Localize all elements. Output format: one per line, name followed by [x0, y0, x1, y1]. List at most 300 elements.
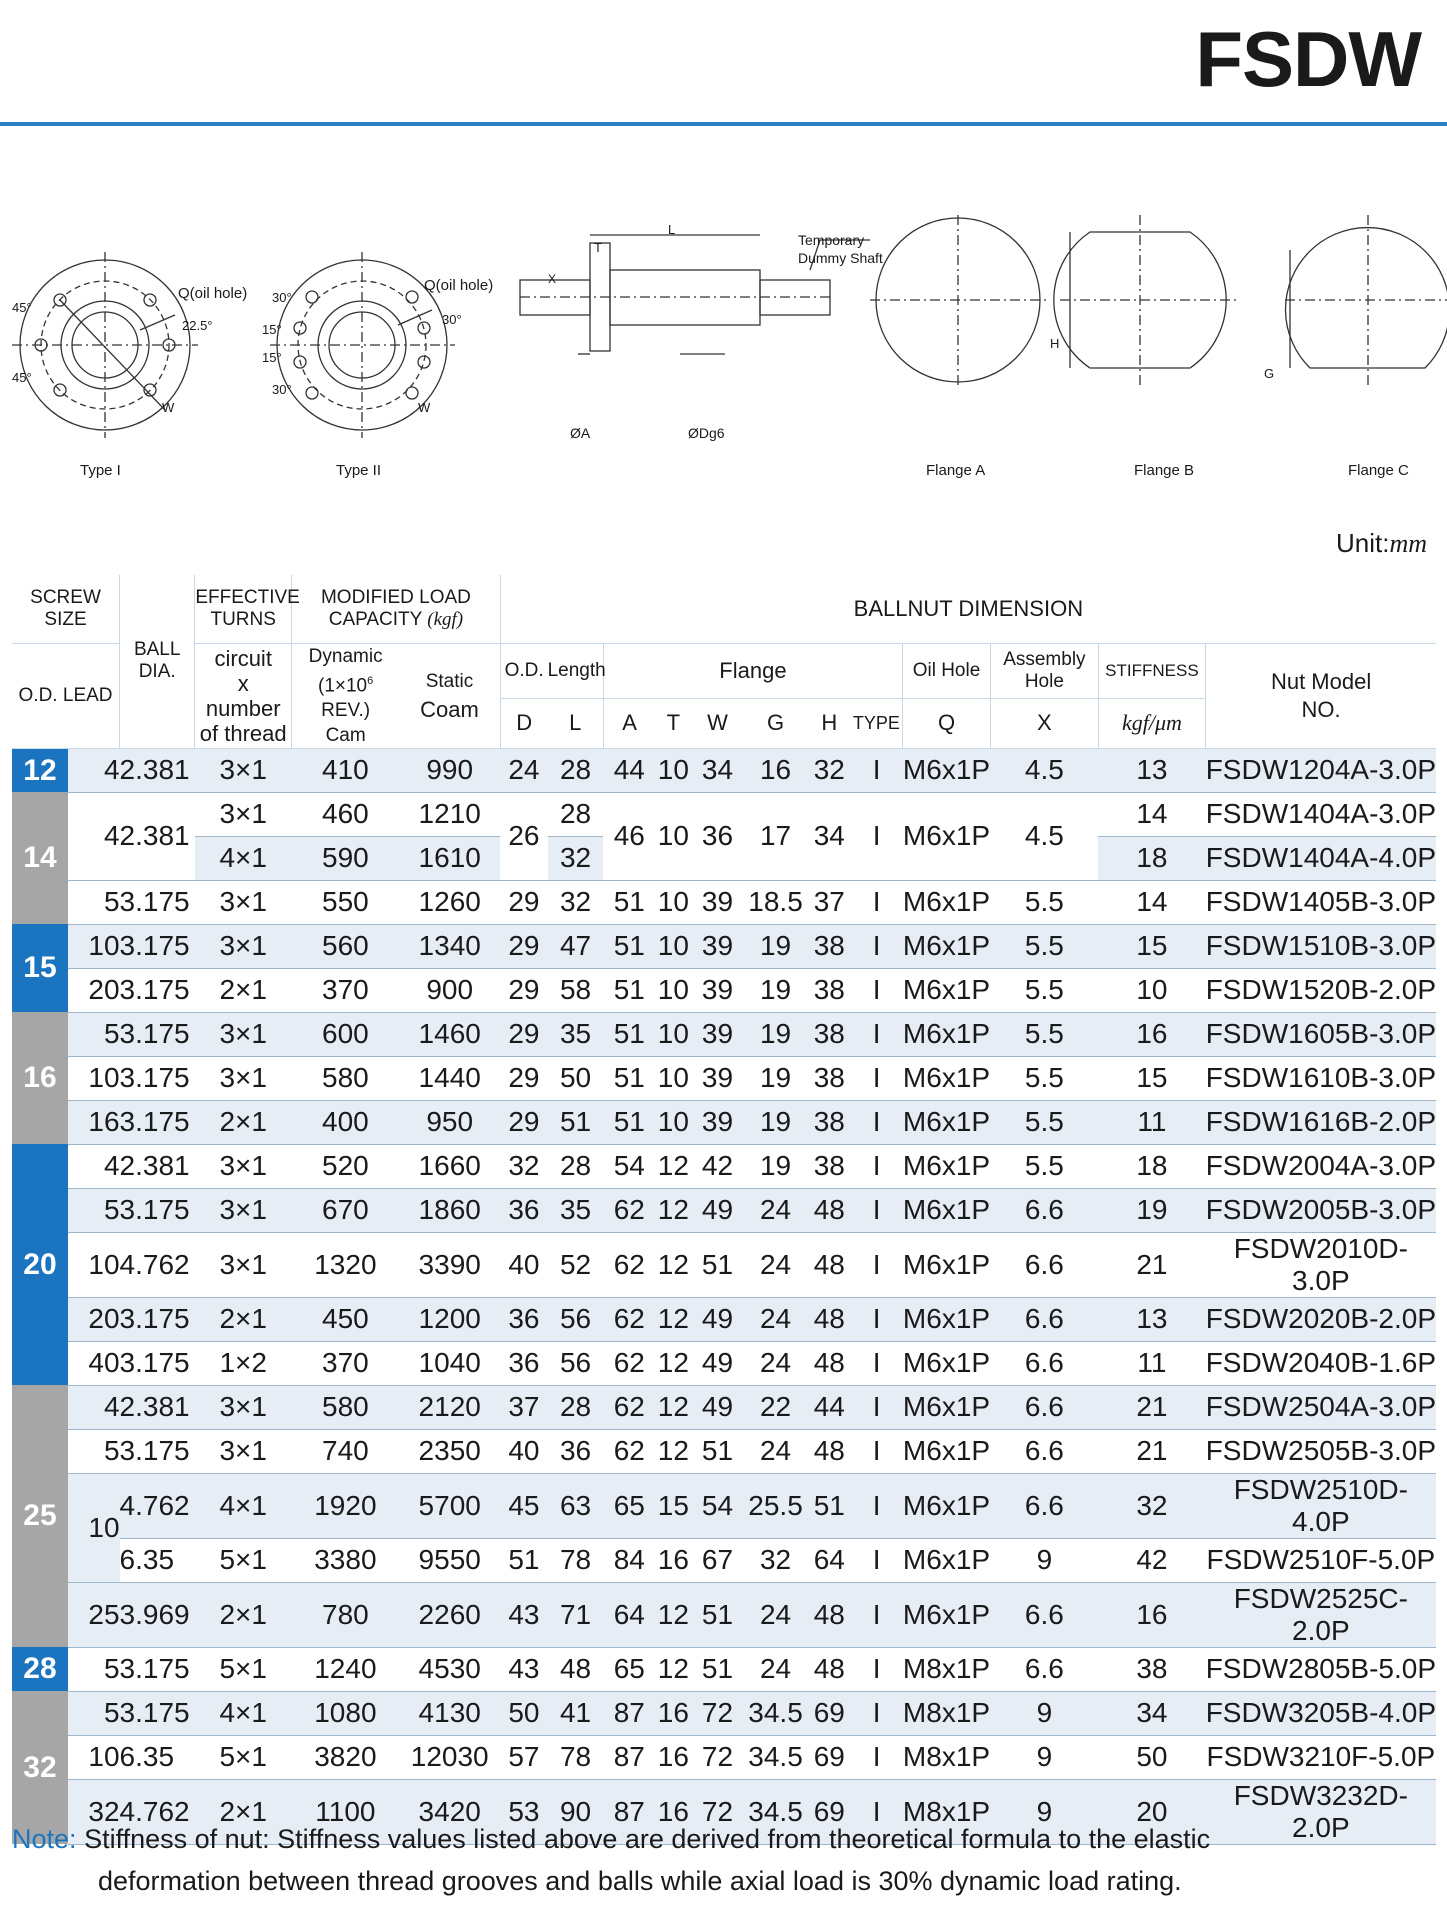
- flange-c-diagram: [1285, 215, 1447, 385]
- cell-stiff: 38: [1098, 1647, 1206, 1691]
- cell-ball: 3.175: [120, 924, 195, 968]
- table-row: [12, 1056, 1436, 1100]
- hdr-nut-od: O.D.: [500, 643, 547, 698]
- cell-X: 5.5: [991, 1012, 1099, 1056]
- cell-G: 24: [743, 1582, 808, 1647]
- table-row: [12, 748, 1436, 792]
- cell-L: 58: [548, 968, 604, 1012]
- cell-stat: 5700: [399, 1473, 500, 1538]
- cell-stiff: 19: [1098, 1188, 1206, 1232]
- cell-Q: M6x1P: [902, 1429, 990, 1473]
- cell-G: 25.5: [743, 1473, 808, 1538]
- cell-model: FSDW1520B-2.0P: [1206, 968, 1436, 1012]
- cell-L: 56: [548, 1297, 604, 1341]
- cell-turns: 3×1: [195, 1012, 292, 1056]
- cell-type: I: [851, 1779, 903, 1844]
- cell-type: I: [851, 1582, 903, 1647]
- hdr-od-lead: [12, 643, 120, 748]
- cell-L: 51: [548, 1100, 604, 1144]
- cell-D: 57: [500, 1735, 547, 1779]
- cell-X: 6.6: [991, 1188, 1099, 1232]
- screw-size-cell: 15: [12, 924, 68, 1012]
- cell-dyn: 740: [292, 1429, 400, 1473]
- cell-H: 64: [808, 1538, 851, 1582]
- cell-model: FSDW3205B-4.0P: [1206, 1691, 1436, 1735]
- cell-model: FSDW2504A-3.0P: [1206, 1385, 1436, 1429]
- cell-model: FSDW2525C-2.0P: [1206, 1582, 1436, 1647]
- angle-45-label-b: 45°: [12, 370, 32, 385]
- cell-stiff: 18: [1098, 1144, 1206, 1188]
- temp-shaft-label-2: Dummy Shaft: [798, 250, 883, 266]
- cell-G: 16: [743, 748, 808, 792]
- hdr-stiffness-unit: kgf/μm: [1098, 698, 1206, 748]
- cell-H: 37: [808, 880, 851, 924]
- cell-ball: 2.381: [120, 1385, 195, 1429]
- table-row: [12, 1232, 1436, 1297]
- cell-Q: M6x1P: [902, 1538, 990, 1582]
- cell-Q: M6x1P: [902, 1188, 990, 1232]
- cell-Q: M6x1P: [902, 1056, 990, 1100]
- cell-model: FSDW2010D-3.0P: [1206, 1232, 1436, 1297]
- cell-model: FSDW2510D-4.0P: [1206, 1473, 1436, 1538]
- cell-D: 45: [500, 1473, 547, 1538]
- table-row: [12, 968, 1436, 1012]
- cell-type: I: [851, 1100, 903, 1144]
- cell-model: FSDW2040B-1.6P: [1206, 1341, 1436, 1385]
- angle-22-5-label: 22.5°: [182, 318, 213, 333]
- cell-W: 39: [692, 1056, 744, 1100]
- cell-turns: 3×1: [195, 748, 292, 792]
- type2-caption: Type II: [336, 462, 382, 479]
- table-row: [12, 880, 1436, 924]
- cell-A: 54: [603, 1144, 655, 1188]
- cell-D: 37: [500, 1385, 547, 1429]
- cell-lead: 5: [68, 880, 120, 924]
- cell-lead: 10: [68, 924, 120, 968]
- hdr-length: Length: [548, 643, 604, 698]
- cell-type: I: [851, 880, 903, 924]
- cell-Q: M6x1P: [902, 924, 990, 968]
- cell-turns: 5×1: [195, 1538, 292, 1582]
- screw-size-cell: 25: [12, 1385, 68, 1647]
- cell-dyn: 670: [292, 1188, 400, 1232]
- table-row: [12, 1538, 1436, 1582]
- cell-L: 28: [548, 1144, 604, 1188]
- hdr-dynamic: Dynamic ($1\times 10^6$ REV.) Cam: [292, 643, 400, 748]
- cell-type: I: [851, 924, 903, 968]
- cell-G: 19: [743, 968, 808, 1012]
- cell-type: I: [851, 1341, 903, 1385]
- cell-lead: 10: [68, 1232, 120, 1297]
- cell-D: 29: [500, 1056, 547, 1100]
- cell-T: 12: [655, 1582, 692, 1647]
- cell-A: 65: [603, 1473, 655, 1538]
- cell-dyn: 580: [292, 1385, 400, 1429]
- cell-type: I: [851, 792, 903, 880]
- cell-turns: 5×1: [195, 1647, 292, 1691]
- cell-X: 5.5: [991, 968, 1099, 1012]
- hdr-ballnut-dimension: BALLNUT DIMENSION: [500, 575, 1436, 643]
- cell-D: 50: [500, 1691, 547, 1735]
- cell-type: I: [851, 1735, 903, 1779]
- cell-dyn: 550: [292, 880, 400, 924]
- cell-A: 44: [603, 748, 655, 792]
- hdr-nut-model: Nut Model NO.: [1206, 643, 1436, 748]
- cell-W: 72: [692, 1735, 744, 1779]
- cell-H: 38: [808, 1056, 851, 1100]
- cell-dyn: 600: [292, 1012, 400, 1056]
- cell-T: 12: [655, 1647, 692, 1691]
- screw-size-cell: 28: [12, 1647, 68, 1691]
- cell-X: 6.6: [991, 1341, 1099, 1385]
- cell-ball: 3.175: [120, 1647, 195, 1691]
- cell-H: 38: [808, 1144, 851, 1188]
- angle-30-label-a: 30°: [272, 290, 292, 305]
- cell-ball: 2.381: [120, 1144, 195, 1188]
- cell-L: 35: [548, 1012, 604, 1056]
- cell-W: 39: [692, 924, 744, 968]
- cell-D: 43: [500, 1582, 547, 1647]
- note-line2: deformation between thread grooves and balls while axial load is 30% dynamic load rating.: [98, 1866, 1182, 1896]
- cell-ball: 6.35: [120, 1735, 195, 1779]
- cell-turns: 3×1: [195, 1144, 292, 1188]
- cell-stiff: 42: [1098, 1538, 1206, 1582]
- cell-Q: M6x1P: [902, 1100, 990, 1144]
- cell-H: 69: [808, 1735, 851, 1779]
- cell-ball: 4.762: [120, 1779, 195, 1844]
- cell-ball: 3.175: [120, 1056, 195, 1100]
- cell-L: 28: [548, 748, 604, 792]
- hdr-ball-dia: BALL DIA.: [120, 575, 195, 748]
- cell-X: 9: [991, 1691, 1099, 1735]
- cell-T: 10: [655, 1100, 692, 1144]
- cell-W: 49: [692, 1385, 744, 1429]
- cell-T: 16: [655, 1735, 692, 1779]
- cell-L: 47: [548, 924, 604, 968]
- cell-H: 38: [808, 968, 851, 1012]
- cell-G: 18.5: [743, 880, 808, 924]
- cell-turns: 1×2: [195, 1341, 292, 1385]
- cell-D: 53: [500, 1779, 547, 1844]
- angle-30-label-c: 30°: [272, 382, 292, 397]
- cell-stiff: 15: [1098, 924, 1206, 968]
- cell-stat: 1040: [399, 1341, 500, 1385]
- cell-T: 10: [655, 748, 692, 792]
- cell-dyn: 1080: [292, 1691, 400, 1735]
- cell-H: 48: [808, 1232, 851, 1297]
- cell-T: 10: [655, 792, 692, 880]
- cell-D: 40: [500, 1232, 547, 1297]
- cell-Q: M6x1P: [902, 1582, 990, 1647]
- temp-shaft-label-1: Temporary: [798, 232, 865, 248]
- cell-X: 5.5: [991, 924, 1099, 968]
- cell-turns: 3×1: [195, 1232, 292, 1297]
- cell-type: I: [851, 1056, 903, 1100]
- hdr-w: W: [692, 698, 744, 748]
- cell-Q: M8x1P: [902, 1735, 990, 1779]
- x-label: X: [548, 272, 557, 286]
- cell-H: 69: [808, 1779, 851, 1844]
- cell-dyn: 520: [292, 1144, 400, 1188]
- cell-W: 39: [692, 1100, 744, 1144]
- cell-W: 51: [692, 1647, 744, 1691]
- cell-stiff: 18: [1098, 836, 1206, 880]
- cell-L: 90: [548, 1779, 604, 1844]
- cell-model: FSDW1616B-2.0P: [1206, 1100, 1436, 1144]
- cell-H: 38: [808, 924, 851, 968]
- cell-D: 29: [500, 924, 547, 968]
- cell-stiff: 21: [1098, 1385, 1206, 1429]
- cell-ball: 4.762: [120, 1232, 195, 1297]
- cell-A: 62: [603, 1188, 655, 1232]
- hdr-modified-load: [292, 575, 501, 643]
- table-row: [12, 1582, 1436, 1647]
- cell-Q: M8x1P: [902, 1691, 990, 1735]
- cell-turns: 5×1: [195, 1735, 292, 1779]
- cell-L: 35: [548, 1188, 604, 1232]
- flange-a-diagram: [870, 215, 1046, 385]
- cell-lead: 4: [68, 1385, 120, 1429]
- table-row: [12, 1297, 1436, 1341]
- cell-W: 36: [692, 792, 744, 880]
- cell-ball: 3.175: [120, 1188, 195, 1232]
- flange-a-caption: Flange A: [926, 462, 986, 479]
- cell-G: 24: [743, 1429, 808, 1473]
- cell-ball: 2.381: [120, 748, 195, 792]
- cell-T: 12: [655, 1188, 692, 1232]
- cell-dyn: 560: [292, 924, 400, 968]
- screw-size-cell: 20: [12, 1144, 68, 1385]
- cell-T: 10: [655, 880, 692, 924]
- cell-turns: 2×1: [195, 968, 292, 1012]
- cell-lead: 10: [68, 1473, 120, 1582]
- cell-D: 29: [500, 880, 547, 924]
- h-label: H: [1050, 336, 1060, 351]
- cell-L: 36: [548, 1429, 604, 1473]
- cell-ball: 3.175: [120, 1429, 195, 1473]
- cell-stat: 9550: [399, 1538, 500, 1582]
- cell-stat: 1210: [399, 792, 500, 836]
- cell-type: I: [851, 1385, 903, 1429]
- cell-W: 39: [692, 880, 744, 924]
- cell-D: 29: [500, 1100, 547, 1144]
- cell-L: 78: [548, 1735, 604, 1779]
- cell-lead: 5: [68, 1691, 120, 1735]
- cell-X: 4.5: [991, 748, 1099, 792]
- cell-dyn: 370: [292, 1341, 400, 1385]
- hdr-g: G: [743, 698, 808, 748]
- cell-W: 42: [692, 1144, 744, 1188]
- cell-H: 32: [808, 748, 851, 792]
- note: [12, 1818, 1432, 1902]
- cell-A: 51: [603, 880, 655, 924]
- cell-L: 56: [548, 1341, 604, 1385]
- cell-lead: 20: [68, 968, 120, 1012]
- cell-A: 84: [603, 1538, 655, 1582]
- cell-dyn: 1100: [292, 1779, 400, 1844]
- cell-turns: 2×1: [195, 1100, 292, 1144]
- cell-lead: 16: [68, 1100, 120, 1144]
- cell-type: I: [851, 1232, 903, 1297]
- cell-type: I: [851, 968, 903, 1012]
- hdr-a: A: [603, 698, 655, 748]
- cell-stiff: 21: [1098, 1232, 1206, 1297]
- odg6-label: ØDg6: [688, 425, 725, 441]
- cell-W: 49: [692, 1297, 744, 1341]
- cell-D: 36: [500, 1341, 547, 1385]
- cell-stiff: 50: [1098, 1735, 1206, 1779]
- cell-model: FSDW2805B-5.0P: [1206, 1647, 1436, 1691]
- cell-stat: 990: [399, 748, 500, 792]
- cell-model: FSDW1605B-3.0P: [1206, 1012, 1436, 1056]
- cell-Q: M6x1P: [902, 968, 990, 1012]
- cell-model: FSDW1610B-3.0P: [1206, 1056, 1436, 1100]
- cell-A: 62: [603, 1341, 655, 1385]
- cell-X: 6.6: [991, 1297, 1099, 1341]
- note-line1: Stiffness of nut: Stiffness values listed above are derived from theoretical formula to the elastic: [84, 1824, 1211, 1854]
- hdr-od: O.D.: [18, 684, 58, 706]
- cell-T: 12: [655, 1297, 692, 1341]
- cell-dyn: 3820: [292, 1735, 400, 1779]
- cell-A: 87: [603, 1735, 655, 1779]
- cell-G: 24: [743, 1341, 808, 1385]
- cell-W: 39: [692, 1012, 744, 1056]
- cell-turns: 3×1: [195, 1188, 292, 1232]
- cell-X: 6.6: [991, 1429, 1099, 1473]
- cell-type: I: [851, 1647, 903, 1691]
- cell-stiff: 11: [1098, 1100, 1206, 1144]
- q-oil-hole-label-1: Q(oil hole): [178, 285, 248, 302]
- cell-model: FSDW3232D-2.0P: [1206, 1779, 1436, 1844]
- table-row: [12, 1691, 1436, 1735]
- cell-lead: 4: [68, 748, 120, 792]
- cell-G: 17: [743, 792, 808, 880]
- hdr-screw-size: SCREW SIZE: [12, 575, 120, 643]
- cell-A: 51: [603, 1056, 655, 1100]
- cell-turns: 2×1: [195, 1582, 292, 1647]
- hdr-d: D: [500, 698, 547, 748]
- cell-stat: 1460: [399, 1012, 500, 1056]
- cell-L: 52: [548, 1232, 604, 1297]
- cell-X: 9: [991, 1538, 1099, 1582]
- oa-label: ØA: [570, 425, 591, 441]
- cell-model: FSDW1405B-3.0P: [1206, 880, 1436, 924]
- spec-body: [12, 748, 1436, 1844]
- cell-type: I: [851, 1473, 903, 1538]
- cell-W: 51: [692, 1429, 744, 1473]
- cell-dyn: 450: [292, 1297, 400, 1341]
- cell-W: 49: [692, 1341, 744, 1385]
- cell-H: 48: [808, 1188, 851, 1232]
- flange-c-caption: Flange C: [1348, 462, 1409, 479]
- cell-D: 36: [500, 1297, 547, 1341]
- cell-turns: 4×1: [195, 1473, 292, 1538]
- cell-stiff: 34: [1098, 1691, 1206, 1735]
- w-label-2: W: [418, 400, 431, 415]
- hdr-effective-turns: EFFECTIVE TURNS: [195, 575, 292, 643]
- cell-W: 39: [692, 968, 744, 1012]
- cell-H: 48: [808, 1429, 851, 1473]
- cell-W: 54: [692, 1473, 744, 1538]
- cell-X: 5.5: [991, 1144, 1099, 1188]
- cell-lead: 20: [68, 1297, 120, 1341]
- spec-table: [12, 575, 1436, 1845]
- cell-stat: 2260: [399, 1582, 500, 1647]
- cell-dyn: 590: [292, 836, 400, 880]
- cell-H: 38: [808, 1100, 851, 1144]
- cell-A: 62: [603, 1232, 655, 1297]
- cell-A: 46: [603, 792, 655, 880]
- cell-stat: 1440: [399, 1056, 500, 1100]
- hdr-static: Static Coam: [399, 643, 500, 748]
- cell-L: 32: [548, 836, 604, 880]
- cell-A: 65: [603, 1647, 655, 1691]
- cell-Q: M6x1P: [902, 1341, 990, 1385]
- screw-size-cell: 16: [12, 1012, 68, 1144]
- hdr-type: TYPE: [851, 698, 903, 748]
- cell-H: 38: [808, 1012, 851, 1056]
- cell-D: 29: [500, 968, 547, 1012]
- cell-W: 51: [692, 1582, 744, 1647]
- cell-Q: M6x1P: [902, 748, 990, 792]
- cell-T: 12: [655, 1385, 692, 1429]
- cell-stat: 3390: [399, 1232, 500, 1297]
- cell-dyn: 400: [292, 1100, 400, 1144]
- cell-stiff: 14: [1098, 792, 1206, 836]
- cell-model: FSDW3210F-5.0P: [1206, 1735, 1436, 1779]
- cell-G: 22: [743, 1385, 808, 1429]
- cell-A: 64: [603, 1582, 655, 1647]
- cell-turns: 3×1: [195, 1429, 292, 1473]
- cell-turns: 2×1: [195, 1779, 292, 1844]
- cell-lead: 5: [68, 1647, 120, 1691]
- cell-A: 51: [603, 1012, 655, 1056]
- cell-lead: 40: [68, 1341, 120, 1385]
- cell-G: 24: [743, 1647, 808, 1691]
- hdr-modified-load-line1: MODIFIED LOAD: [320, 586, 471, 608]
- table-row: [12, 1012, 1436, 1056]
- cell-lead: 32: [68, 1779, 120, 1844]
- cell-T: 10: [655, 968, 692, 1012]
- cell-A: 87: [603, 1779, 655, 1844]
- cell-dyn: 1920: [292, 1473, 400, 1538]
- cell-Q: M8x1P: [902, 1647, 990, 1691]
- cell-type: I: [851, 1144, 903, 1188]
- cell-lead: 25: [68, 1582, 120, 1647]
- cell-X: 6.6: [991, 1385, 1099, 1429]
- cell-H: 48: [808, 1582, 851, 1647]
- cell-X: 5.5: [991, 1100, 1099, 1144]
- cell-T: 12: [655, 1429, 692, 1473]
- cell-G: 19: [743, 1056, 808, 1100]
- table-row: [12, 1188, 1436, 1232]
- cell-type: I: [851, 1691, 903, 1735]
- cell-type: I: [851, 1188, 903, 1232]
- cell-stat: 1860: [399, 1188, 500, 1232]
- table-row: [12, 924, 1436, 968]
- cell-type: I: [851, 1429, 903, 1473]
- cell-W: 72: [692, 1779, 744, 1844]
- cell-model: FSDW2510F-5.0P: [1206, 1538, 1436, 1582]
- cell-lead: 10: [68, 1056, 120, 1100]
- l-label: L: [668, 222, 676, 237]
- cell-D: 43: [500, 1647, 547, 1691]
- cell-H: 48: [808, 1297, 851, 1341]
- cell-stiff: 15: [1098, 1056, 1206, 1100]
- cell-Q: M6x1P: [902, 1232, 990, 1297]
- flange-b-diagram: [1054, 215, 1240, 385]
- cell-A: 51: [603, 968, 655, 1012]
